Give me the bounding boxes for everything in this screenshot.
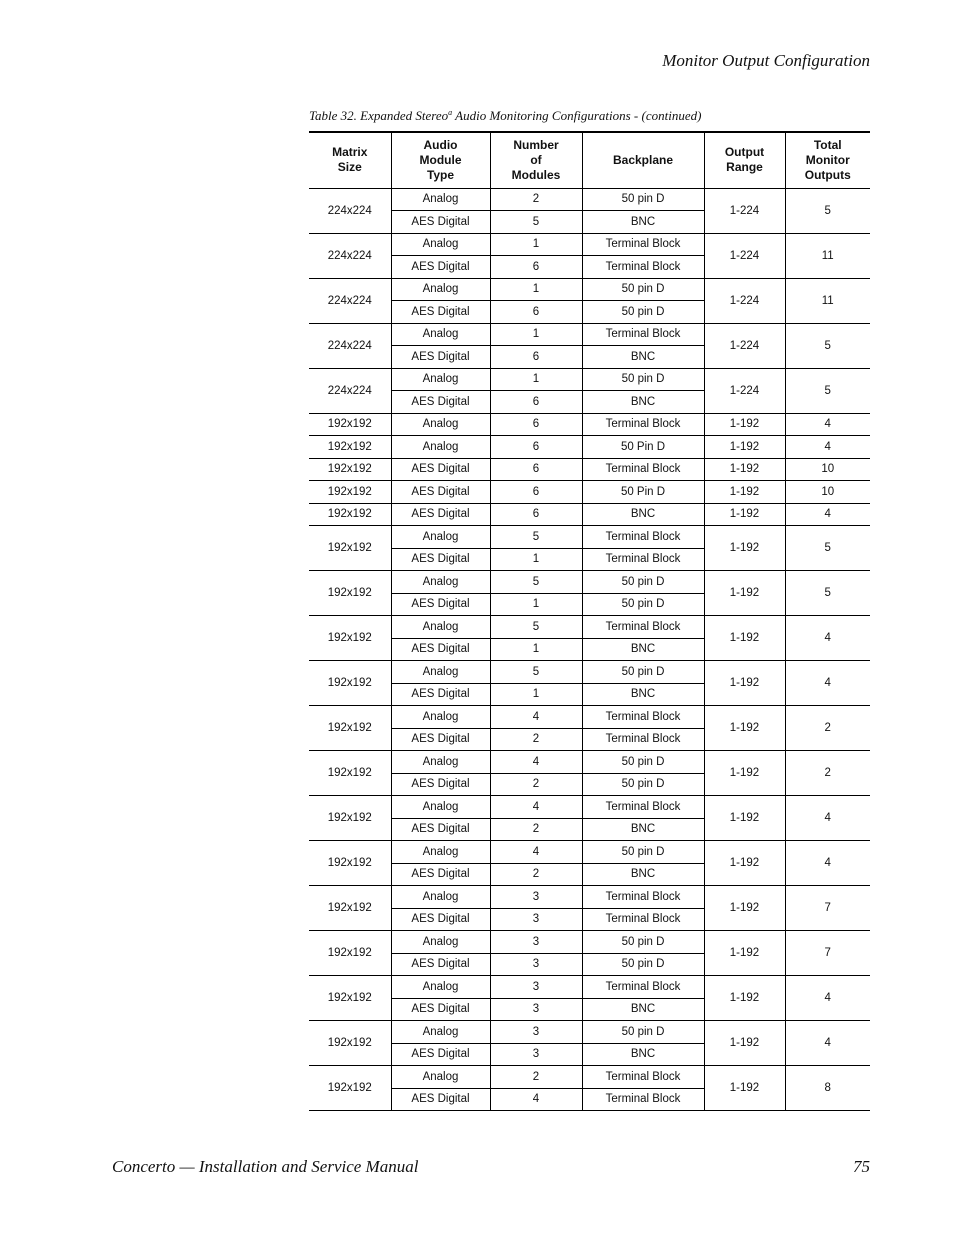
- table-row: [309, 188, 870, 211]
- module-type-cell: AES Digital: [391, 548, 490, 571]
- matrix-size-cell: 192x192: [309, 886, 391, 931]
- module-count-cell: 3: [490, 908, 582, 931]
- backplane-cell: BNC: [582, 863, 704, 886]
- table-row: [309, 278, 870, 301]
- output-range-cell: 1-192: [704, 481, 785, 504]
- module-type-cell: AES Digital: [391, 953, 490, 976]
- module-type-cell: Analog: [391, 751, 490, 774]
- module-count-cell: 3: [490, 953, 582, 976]
- output-range-cell: 1-192: [704, 841, 785, 886]
- backplane-cell: BNC: [582, 346, 704, 369]
- total-outputs-cell: 10: [785, 481, 870, 504]
- module-type-cell: Analog: [391, 368, 490, 391]
- column-header-line: Output: [724, 145, 765, 160]
- backplane-cell: BNC: [582, 503, 704, 526]
- table-row: [309, 503, 870, 526]
- module-type-cell: AES Digital: [391, 503, 490, 526]
- module-count-cell: 1: [490, 593, 582, 616]
- column-header-line: Monitor: [805, 152, 850, 167]
- matrix-size-cell: 192x192: [309, 413, 391, 436]
- module-type-cell: AES Digital: [391, 818, 490, 841]
- module-type-cell: Analog: [391, 436, 490, 459]
- column-header-line: Outputs: [804, 167, 851, 182]
- module-type-cell: Analog: [391, 661, 490, 684]
- total-outputs-cell: 11: [785, 233, 870, 278]
- module-type-cell: Analog: [391, 841, 490, 864]
- module-type-cell: Analog: [391, 1021, 490, 1044]
- backplane-cell: Terminal Block: [582, 796, 704, 819]
- module-count-cell: 3: [490, 976, 582, 999]
- backplane-cell: 50 pin D: [582, 751, 704, 774]
- table-row: [309, 841, 870, 864]
- output-range-cell: 1-192: [704, 1066, 785, 1111]
- module-count-cell: 4: [490, 751, 582, 774]
- backplane-cell: Terminal Block: [582, 233, 704, 256]
- total-outputs-cell: 10: [785, 458, 870, 481]
- backplane-cell: 50 pin D: [582, 661, 704, 684]
- module-count-cell: 3: [490, 1021, 582, 1044]
- module-type-cell: Analog: [391, 233, 490, 256]
- module-count-cell: 1: [490, 323, 582, 346]
- backplane-cell: Terminal Block: [582, 706, 704, 729]
- output-range-cell: 1-192: [704, 616, 785, 661]
- backplane-cell: Terminal Block: [582, 616, 704, 639]
- matrix-size-cell: 224x224: [309, 233, 391, 278]
- backplane-cell: 50 Pin D: [582, 481, 704, 504]
- column-header-line: Matrix: [332, 145, 368, 160]
- module-count-cell: 2: [490, 728, 582, 751]
- backplane-cell: BNC: [582, 638, 704, 661]
- module-count-cell: 4: [490, 841, 582, 864]
- matrix-size-cell: 192x192: [309, 931, 391, 976]
- total-outputs-cell: 4: [785, 413, 870, 436]
- module-type-cell: Analog: [391, 886, 490, 909]
- module-count-cell: 4: [490, 796, 582, 819]
- output-range-cell: 1-192: [704, 796, 785, 841]
- column-header-line: of: [530, 152, 542, 167]
- column-header-line: Module: [419, 152, 462, 167]
- column-header: [704, 132, 785, 188]
- backplane-cell: 50 pin D: [582, 1021, 704, 1044]
- backplane-cell: 50 pin D: [582, 278, 704, 301]
- output-range-cell: 1-192: [704, 931, 785, 976]
- total-outputs-cell: 8: [785, 1066, 870, 1111]
- backplane-cell: BNC: [582, 211, 704, 234]
- output-range-cell: 1-192: [704, 976, 785, 1021]
- matrix-size-cell: 192x192: [309, 796, 391, 841]
- module-type-cell: AES Digital: [391, 1088, 490, 1111]
- module-count-cell: 1: [490, 638, 582, 661]
- table-header-row: [309, 132, 870, 188]
- backplane-cell: 50 pin D: [582, 301, 704, 324]
- module-count-cell: 4: [490, 1088, 582, 1111]
- table-row: [309, 233, 870, 256]
- total-outputs-cell: 4: [785, 796, 870, 841]
- total-outputs-cell: 5: [785, 571, 870, 616]
- total-outputs-cell: 2: [785, 706, 870, 751]
- column-header: [785, 132, 870, 188]
- total-outputs-cell: 4: [785, 1021, 870, 1066]
- module-count-cell: 4: [490, 706, 582, 729]
- backplane-cell: 50 pin D: [582, 953, 704, 976]
- table-row: [309, 323, 870, 346]
- backplane-cell: 50 pin D: [582, 188, 704, 211]
- backplane-cell: 50 pin D: [582, 593, 704, 616]
- module-count-cell: 2: [490, 188, 582, 211]
- module-count-cell: 6: [490, 391, 582, 414]
- backplane-cell: Terminal Block: [582, 323, 704, 346]
- module-type-cell: AES Digital: [391, 256, 490, 279]
- total-outputs-cell: 7: [785, 886, 870, 931]
- backplane-cell: 50 pin D: [582, 571, 704, 594]
- table-row: [309, 751, 870, 774]
- table-row: [309, 976, 870, 999]
- module-type-cell: Analog: [391, 278, 490, 301]
- table-row: [309, 886, 870, 909]
- total-outputs-cell: 4: [785, 976, 870, 1021]
- module-type-cell: AES Digital: [391, 1043, 490, 1066]
- total-outputs-cell: 5: [785, 526, 870, 571]
- module-type-cell: Analog: [391, 976, 490, 999]
- module-type-cell: AES Digital: [391, 211, 490, 234]
- output-range-cell: 1-192: [704, 436, 785, 459]
- module-count-cell: 6: [490, 481, 582, 504]
- backplane-cell: Terminal Block: [582, 1066, 704, 1089]
- module-type-cell: Analog: [391, 1066, 490, 1089]
- output-range-cell: 1-192: [704, 526, 785, 571]
- matrix-size-cell: 192x192: [309, 661, 391, 706]
- output-range-cell: 1-192: [704, 751, 785, 796]
- module-count-cell: 1: [490, 278, 582, 301]
- table-body: [309, 188, 870, 1111]
- output-range-cell: 1-192: [704, 458, 785, 481]
- output-range-cell: 1-192: [704, 571, 785, 616]
- module-type-cell: Analog: [391, 323, 490, 346]
- module-count-cell: 5: [490, 661, 582, 684]
- footer-manual-title: Concerto — Installation and Service Manual: [112, 1157, 419, 1176]
- backplane-cell: 50 Pin D: [582, 436, 704, 459]
- module-count-cell: 2: [490, 773, 582, 796]
- table-row: [309, 413, 870, 436]
- module-type-cell: Analog: [391, 188, 490, 211]
- matrix-size-cell: 224x224: [309, 323, 391, 368]
- output-range-cell: 1-192: [704, 661, 785, 706]
- total-outputs-cell: 4: [785, 616, 870, 661]
- backplane-cell: Terminal Block: [582, 458, 704, 481]
- module-type-cell: AES Digital: [391, 391, 490, 414]
- output-range-cell: 1-192: [704, 413, 785, 436]
- running-header: Monitor Output Configuration: [662, 51, 870, 70]
- module-type-cell: AES Digital: [391, 458, 490, 481]
- backplane-cell: BNC: [582, 391, 704, 414]
- module-count-cell: 6: [490, 413, 582, 436]
- page-number: 75: [853, 1157, 870, 1176]
- backplane-cell: Terminal Block: [582, 976, 704, 999]
- column-header-line: Size: [337, 160, 362, 175]
- module-type-cell: Analog: [391, 526, 490, 549]
- matrix-size-cell: 192x192: [309, 503, 391, 526]
- backplane-cell: BNC: [582, 818, 704, 841]
- matrix-size-cell: 192x192: [309, 616, 391, 661]
- module-count-cell: 6: [490, 503, 582, 526]
- module-type-cell: Analog: [391, 706, 490, 729]
- table-row: [309, 368, 870, 391]
- output-range-cell: 1-224: [704, 323, 785, 368]
- output-range-cell: 1-224: [704, 278, 785, 323]
- module-count-cell: 3: [490, 931, 582, 954]
- backplane-cell: Terminal Block: [582, 886, 704, 909]
- backplane-cell: Terminal Block: [582, 526, 704, 549]
- column-header-line: Range: [726, 160, 763, 175]
- module-type-cell: AES Digital: [391, 863, 490, 886]
- column-header-line: Backplane: [612, 152, 674, 167]
- matrix-size-cell: 192x192: [309, 436, 391, 459]
- table-caption: [309, 107, 870, 125]
- caption-prefix: Table 32. Expanded Stereo: [309, 108, 449, 123]
- table-row: [309, 931, 870, 954]
- matrix-size-cell: 192x192: [309, 706, 391, 751]
- module-count-cell: 3: [490, 886, 582, 909]
- module-count-cell: 2: [490, 818, 582, 841]
- matrix-size-cell: 224x224: [309, 278, 391, 323]
- module-type-cell: AES Digital: [391, 481, 490, 504]
- column-header: [309, 132, 391, 188]
- matrix-size-cell: 192x192: [309, 1021, 391, 1066]
- table-row: [309, 706, 870, 729]
- module-count-cell: 1: [490, 548, 582, 571]
- column-header-line: Modules: [511, 167, 561, 182]
- table-row: [309, 436, 870, 459]
- backplane-cell: BNC: [582, 1043, 704, 1066]
- table-row: [309, 796, 870, 819]
- module-count-cell: 5: [490, 211, 582, 234]
- output-range-cell: 1-224: [704, 368, 785, 413]
- total-outputs-cell: 7: [785, 931, 870, 976]
- matrix-size-cell: 192x192: [309, 458, 391, 481]
- module-count-cell: 1: [490, 233, 582, 256]
- module-count-cell: 5: [490, 616, 582, 639]
- module-count-cell: 6: [490, 301, 582, 324]
- module-count-cell: 2: [490, 1066, 582, 1089]
- output-range-cell: 1-192: [704, 503, 785, 526]
- total-outputs-cell: 4: [785, 436, 870, 459]
- table-row: [309, 616, 870, 639]
- table-row: [309, 458, 870, 481]
- column-header-line: Type: [426, 167, 455, 182]
- backplane-cell: BNC: [582, 683, 704, 706]
- module-type-cell: AES Digital: [391, 683, 490, 706]
- matrix-size-cell: 224x224: [309, 368, 391, 413]
- backplane-cell: Terminal Block: [582, 548, 704, 571]
- module-count-cell: 5: [490, 571, 582, 594]
- matrix-size-cell: 192x192: [309, 481, 391, 504]
- module-type-cell: AES Digital: [391, 638, 490, 661]
- module-count-cell: 2: [490, 863, 582, 886]
- total-outputs-cell: 5: [785, 188, 870, 233]
- total-outputs-cell: 5: [785, 368, 870, 413]
- module-type-cell: Analog: [391, 413, 490, 436]
- module-type-cell: AES Digital: [391, 301, 490, 324]
- module-type-cell: AES Digital: [391, 998, 490, 1021]
- total-outputs-cell: 5: [785, 323, 870, 368]
- table-row: [309, 526, 870, 549]
- module-count-cell: 3: [490, 998, 582, 1021]
- matrix-size-cell: 192x192: [309, 751, 391, 796]
- backplane-cell: 50 pin D: [582, 773, 704, 796]
- total-outputs-cell: 11: [785, 278, 870, 323]
- backplane-cell: Terminal Block: [582, 728, 704, 751]
- backplane-cell: BNC: [582, 998, 704, 1021]
- module-count-cell: 5: [490, 526, 582, 549]
- column-header-line: Number: [513, 137, 559, 152]
- module-type-cell: Analog: [391, 616, 490, 639]
- table-row: [309, 661, 870, 684]
- audio-monitoring-config-table: [309, 131, 870, 1111]
- module-type-cell: Analog: [391, 796, 490, 819]
- matrix-size-cell: 192x192: [309, 976, 391, 1021]
- table-row: [309, 481, 870, 504]
- output-range-cell: 1-224: [704, 188, 785, 233]
- caption-footnote-marker: a: [448, 108, 453, 117]
- total-outputs-cell: 4: [785, 841, 870, 886]
- module-count-cell: 3: [490, 1043, 582, 1066]
- module-type-cell: AES Digital: [391, 908, 490, 931]
- caption-suffix: Audio Monitoring Configurations - (continued): [452, 108, 702, 123]
- table-row: [309, 1021, 870, 1044]
- output-range-cell: 1-224: [704, 233, 785, 278]
- module-count-cell: 6: [490, 346, 582, 369]
- column-header: [391, 132, 490, 188]
- matrix-size-cell: 224x224: [309, 188, 391, 233]
- column-header-line: Total: [813, 137, 842, 152]
- module-count-cell: 6: [490, 436, 582, 459]
- module-count-cell: 6: [490, 458, 582, 481]
- matrix-size-cell: 192x192: [309, 526, 391, 571]
- backplane-cell: 50 pin D: [582, 841, 704, 864]
- module-count-cell: 1: [490, 368, 582, 391]
- column-header-line: Audio: [423, 137, 458, 152]
- output-range-cell: 1-192: [704, 706, 785, 751]
- backplane-cell: 50 pin D: [582, 368, 704, 391]
- total-outputs-cell: 2: [785, 751, 870, 796]
- matrix-size-cell: 192x192: [309, 841, 391, 886]
- output-range-cell: 1-192: [704, 886, 785, 931]
- module-type-cell: Analog: [391, 931, 490, 954]
- table-row: [309, 1066, 870, 1089]
- output-range-cell: 1-192: [704, 1021, 785, 1066]
- module-type-cell: Analog: [391, 571, 490, 594]
- table-row: [309, 571, 870, 594]
- module-type-cell: AES Digital: [391, 346, 490, 369]
- matrix-size-cell: 192x192: [309, 571, 391, 616]
- backplane-cell: Terminal Block: [582, 1088, 704, 1111]
- total-outputs-cell: 4: [785, 503, 870, 526]
- module-count-cell: 1: [490, 683, 582, 706]
- backplane-cell: 50 pin D: [582, 931, 704, 954]
- backplane-cell: Terminal Block: [582, 908, 704, 931]
- total-outputs-cell: 4: [785, 661, 870, 706]
- column-header: [582, 132, 704, 188]
- column-header: [490, 132, 582, 188]
- module-type-cell: AES Digital: [391, 773, 490, 796]
- backplane-cell: Terminal Block: [582, 256, 704, 279]
- module-type-cell: AES Digital: [391, 728, 490, 751]
- backplane-cell: Terminal Block: [582, 413, 704, 436]
- matrix-size-cell: 192x192: [309, 1066, 391, 1111]
- module-type-cell: AES Digital: [391, 593, 490, 616]
- module-count-cell: 6: [490, 256, 582, 279]
